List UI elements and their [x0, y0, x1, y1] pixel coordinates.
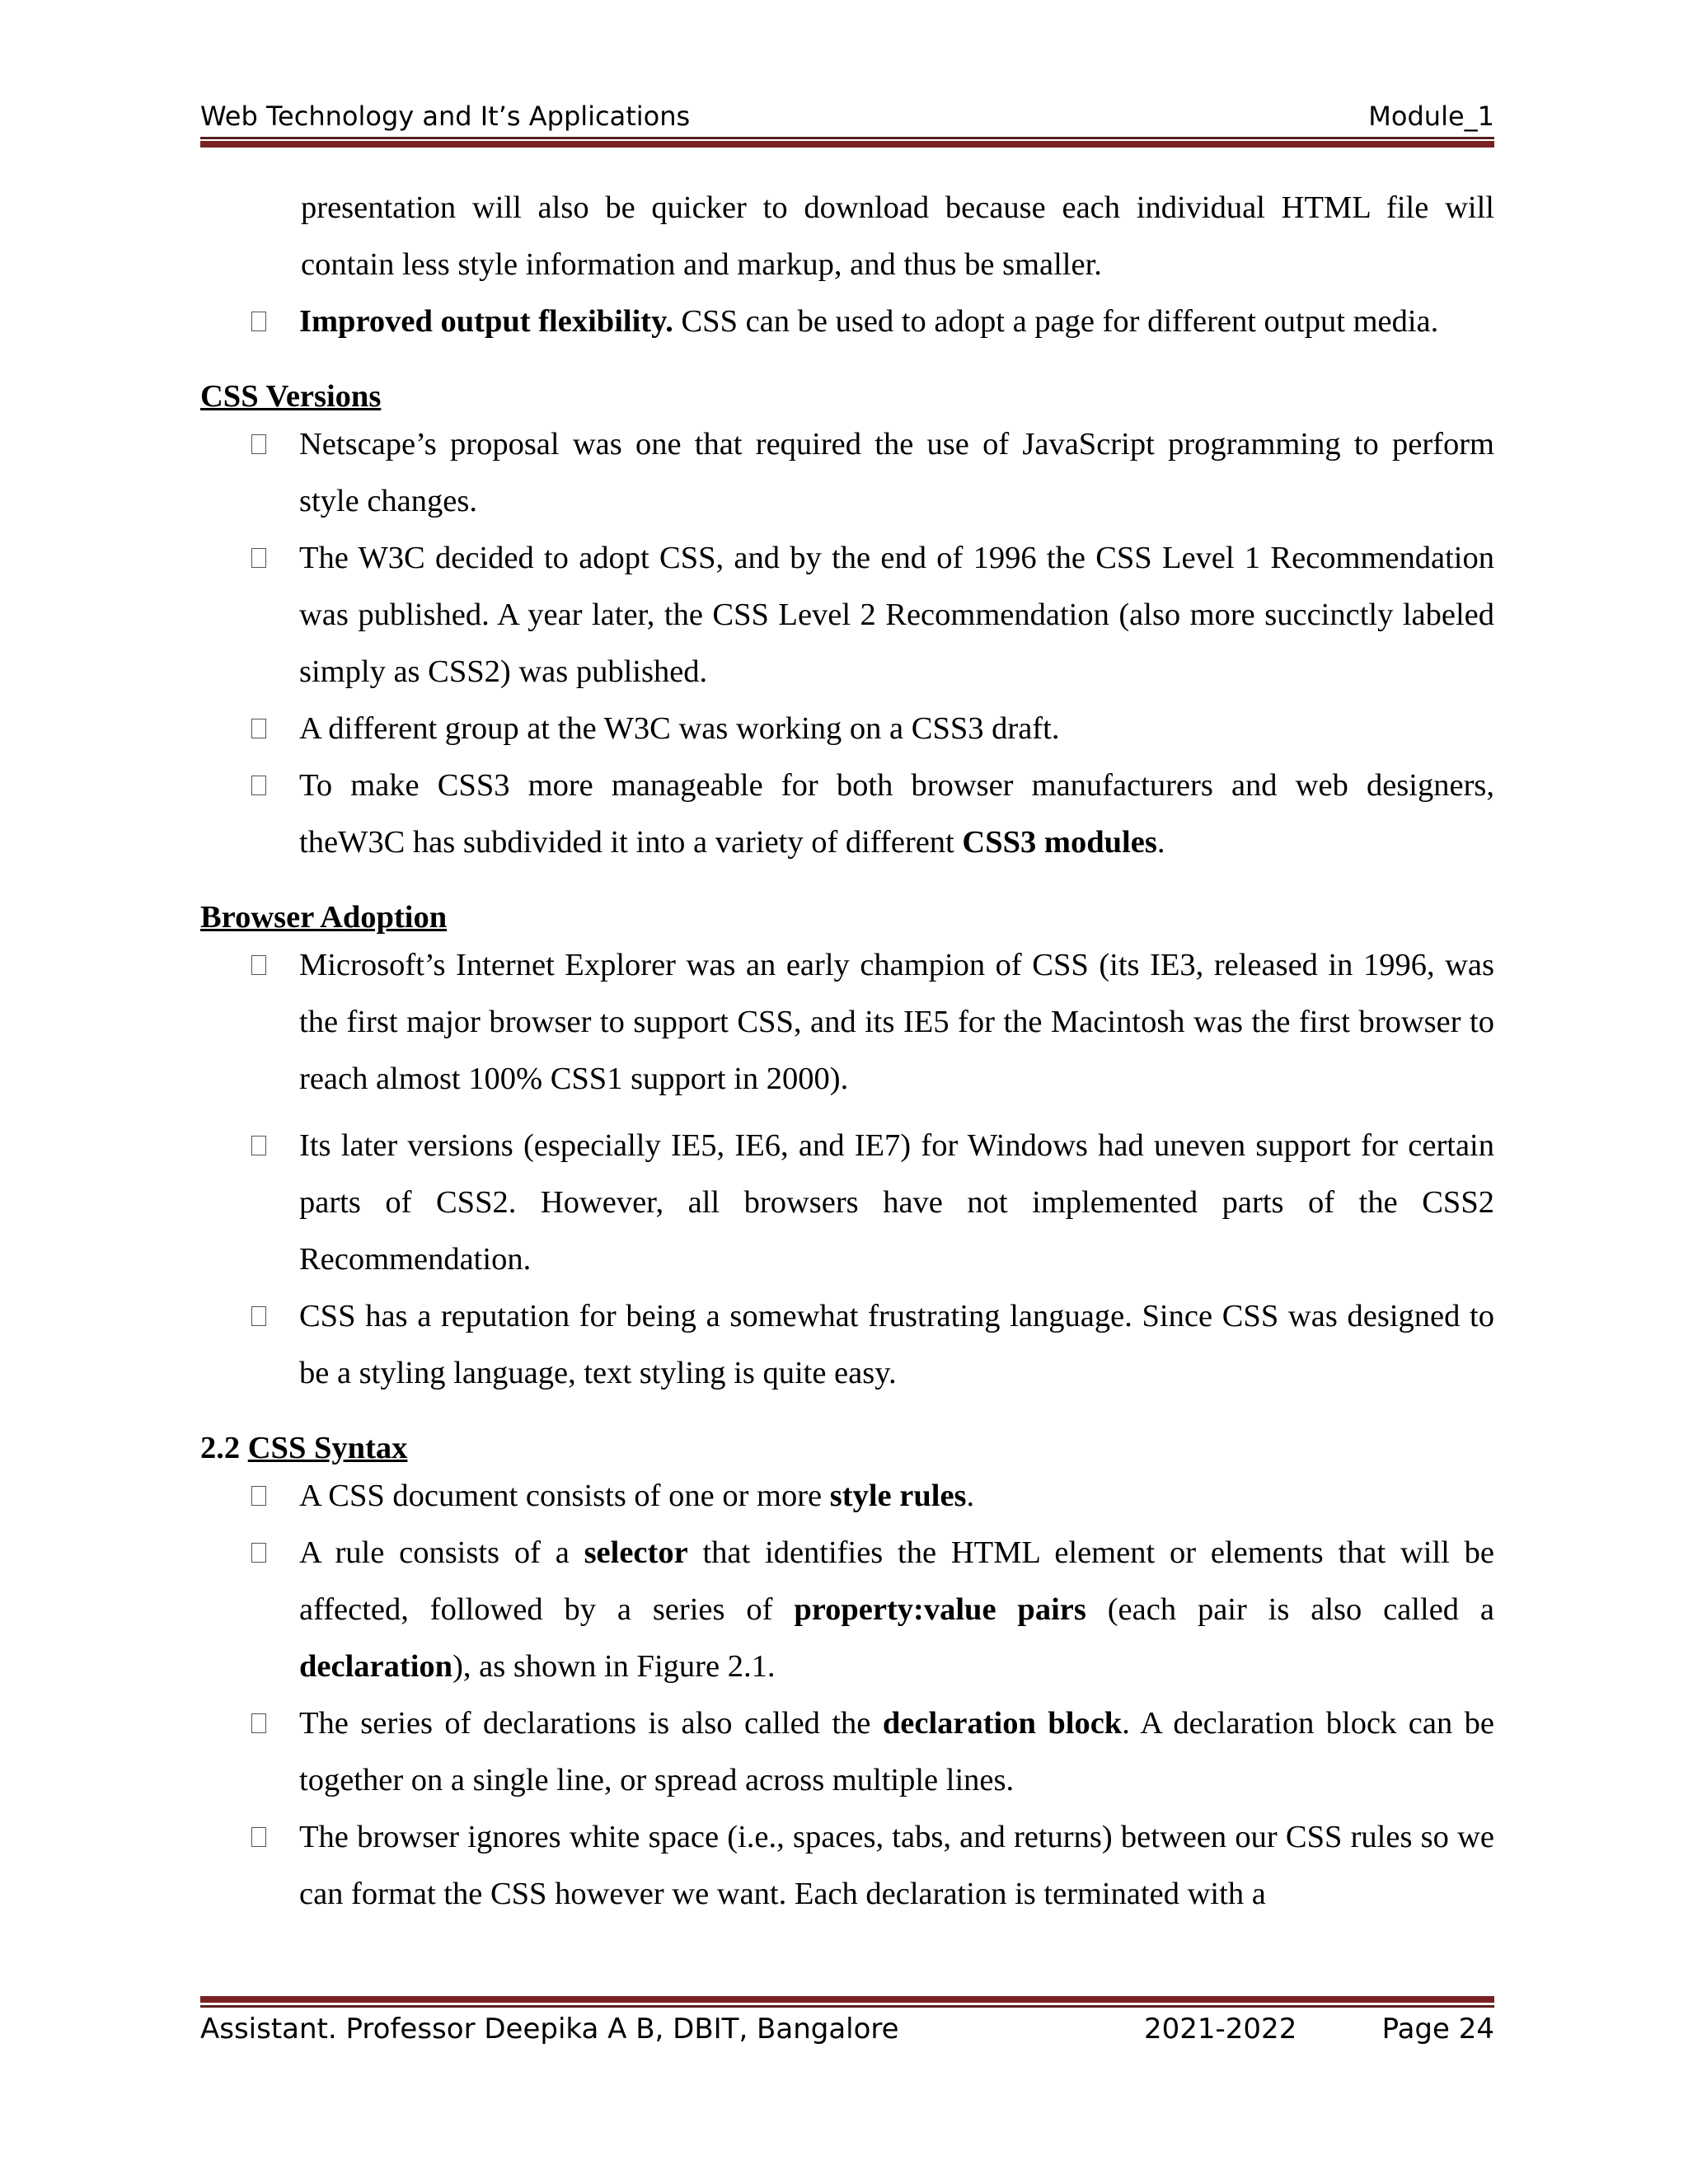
bullet-box-icon	[251, 1543, 266, 1563]
header-rule-thin	[200, 137, 1494, 139]
bullet-box-icon	[251, 1306, 266, 1326]
list-item: The series of declarations is also called the declaration block. A declaration block can be together on a single line, or spread across multiple lines.	[200, 1695, 1494, 1809]
list-item: Microsoft’s Internet Explorer was an early champion of CSS (its IE3, released in 1996, was the first major browser to support CSS, and its IE5 for the Macintosh was the first browser to reach almost 100% CSS1 support in 2000).	[200, 937, 1494, 1108]
footer-page-number: Page 24	[1381, 2013, 1494, 2046]
footer-author: Assistant. Professor Deepika A B, DBIT, Bangalore	[200, 2013, 899, 2046]
bullet-box-icon	[251, 776, 266, 795]
list-item	[200, 293, 1494, 350]
list-item: A CSS document consists of one or more style rules.	[200, 1468, 1494, 1525]
footer-rule-thin	[200, 2005, 1494, 2008]
page-header	[200, 101, 1494, 134]
bullet-box-icon	[251, 955, 266, 975]
list-item: A rule consists of a selector that identifies the HTML element or elements that will be affected, followed by a series of property:value pairs (each pair is also called a declaration), as shown in Figure 2.1.	[200, 1525, 1494, 1695]
list-item: CSS has a reputation for being a somewhat frustrating language. Since CSS was designed to be a styling language, text styling is quite easy.	[200, 1288, 1494, 1402]
bullet-box-icon	[251, 312, 266, 331]
bullet-box-icon	[251, 434, 266, 454]
header-module: Module_1	[1368, 101, 1494, 132]
bullet-box-icon	[251, 1486, 266, 1506]
list-item: The W3C decided to adopt CSS, and by the end of 1996 the CSS Level 1 Recommendation was published. A year later, the CSS Level 2 Recommendation (also more succinctly labeled simply as CSS2) was published.	[200, 530, 1494, 701]
list-item: Its later versions (especially IE5, IE6, and IE7) for Windows had uneven support for certain parts of CSS2. However, all browsers have not implemented parts of the CSS2 Recommendation.	[200, 1118, 1494, 1288]
section-heading-css-syntax: 2.2 CSS Syntax	[200, 1431, 408, 1465]
flex-bold: Improved output flexibility.	[299, 304, 673, 339]
bullet-box-icon	[251, 548, 266, 568]
list-item: A different group at the W3C was working on a CSS3 draft.	[200, 701, 1494, 757]
header-rule-thick	[200, 141, 1494, 148]
list-item: The browser ignores white space (i.e., spaces, tabs, and returns) between our CSS rules so we can format the CSS however we want. Each declaration is terminated with a	[200, 1809, 1494, 1923]
list-item: To make CSS3 more manageable for both browser manufacturers and web designers, theW3C has subdivided it into a variety of different CSS3 modules.	[200, 757, 1494, 871]
section-heading-browser-adoption: Browser Adoption	[200, 900, 448, 935]
intro-continuation: presentation will also be quicker to download because each individual HTML file will contain less style information and markup, and thus be smaller.	[301, 190, 1494, 282]
section-heading-css-versions: CSS Versions	[200, 379, 382, 414]
list-item: Netscape’s proposal was one that required the use of JavaScript programming to perform style changes.	[200, 416, 1494, 530]
page-body	[200, 180, 1494, 1923]
header-title: Web Technology and It’s Applications	[200, 101, 691, 132]
bullet-box-icon	[251, 1713, 266, 1733]
footer-year: 2021-2022	[1144, 2013, 1297, 2046]
page-footer	[200, 2013, 1494, 2049]
footer-rule-thick	[200, 1996, 1494, 2003]
bullet-box-icon	[251, 1827, 266, 1847]
bullet-box-icon	[251, 1136, 266, 1155]
flex-text: CSS can be used to adopt a page for different output media.	[673, 304, 1439, 339]
bullet-box-icon	[251, 719, 266, 738]
